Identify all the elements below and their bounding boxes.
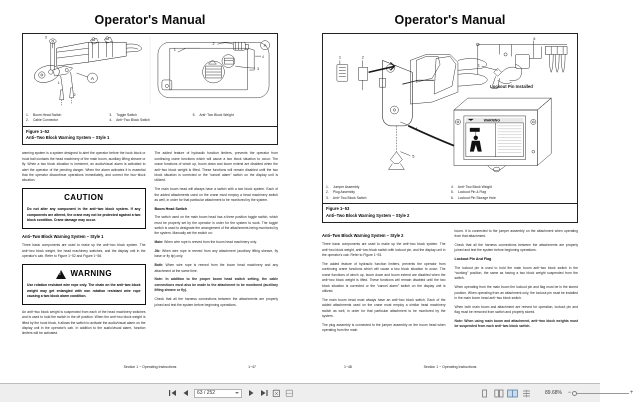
legend-number: 4. (451, 185, 454, 189)
legend-number: 3. (109, 113, 113, 117)
legend-item (326, 196, 449, 201)
term-jib: Jib: (154, 249, 161, 254)
paragraph: When operating from the main boom the lockout pin and flag must be in the stored position. When operating from an attachment only, the lockout pin must be installed in the main boom head anti−two block switch. (454, 285, 578, 301)
paragraph: The added feature of hydraulic function limiters, prevents the operator from continuing crane functions which will cause a two block situation to occur. The crane functions of winch up, boom down and boom extend are disabled when the anti−two block weight is lifted. These functions will remain disabled until the two block situation is corrected or the “cancel alarm” switch on the display unit is utilized. (322, 262, 446, 294)
legend-number: 3. (326, 195, 329, 200)
left-page-column-1 (22, 151, 146, 340)
figure-title: Anti−Two Block Warning System − Style 1 (26, 135, 110, 141)
paragraph: Check that all the harness connections between the attachments are properly joined and test the system before beginning operations. (454, 243, 578, 253)
figure-1-53-caption (323, 203, 577, 222)
previous-page-icon[interactable] (181, 388, 190, 398)
svg-text:A: A (90, 77, 95, 83)
left-page-columns (22, 151, 278, 340)
paragraph: Three basic components are used to make up the anti−two block system. The anti−two block weight, anti−two block switch with lockout pin, and the display unit in the operator's cab. Refer to Figure 1−53. (322, 242, 446, 258)
svg-text:1: 1 (477, 62, 480, 68)
viewer-toolbar (0, 383, 634, 402)
view-and-zoom-group (480, 388, 634, 398)
legend-number: 2. (326, 190, 329, 195)
svg-text:A: A (263, 43, 267, 49)
svg-text:5: 5 (412, 153, 415, 159)
legend-number: 4. (109, 118, 113, 123)
page-number-value: 63 / 252 (197, 390, 216, 396)
legend-label: Plug Assembly (332, 190, 355, 195)
svg-text:3: 3 (44, 35, 47, 40)
legend-label: Cable Connector (32, 118, 59, 123)
next-page-icon[interactable] (246, 388, 255, 398)
legend-item (193, 113, 274, 118)
chevron-down-icon[interactable] (235, 392, 239, 394)
figure-1-52-legend (23, 112, 277, 126)
section-heading-style-2: Anti−Two Block Warning System − Style 2 (322, 232, 404, 238)
legend-label: Boom Head Switch (32, 113, 62, 117)
warning-title: WARNING (70, 268, 112, 278)
legend-label: Jumper Assembly (332, 185, 360, 189)
svg-text:2: 2 (212, 42, 215, 47)
first-page-icon[interactable] (168, 388, 177, 398)
definition-both (155, 263, 279, 274)
figure-1-53-artwork (323, 34, 577, 184)
warning-triangle-icon (56, 270, 66, 279)
paragraph: warning system is a system designed to alert the operator before the hook block or hook ball contacts the head machinery of the main boom, auxiliary lifting sheave or fly. When a two block situation is imminent, an audio/visual alarm is activated to alert the operator of the pending danger. When the alarm activates it is essential that the operator discontinue operations immediately, and correct the two−block situation. (22, 151, 146, 183)
right-page-columns (322, 229, 578, 337)
figure-1-53 (322, 33, 578, 223)
figure-1-52-artwork (23, 34, 277, 112)
svg-text:6: 6 (533, 37, 536, 42)
svg-text:2: 2 (73, 92, 76, 97)
zoom-slider-track[interactable] (577, 393, 629, 394)
footer-section: Section 1 − Operating Instructions (123, 365, 177, 369)
note-paragraph: Note: In addition to the proper boom head switch setting, the cable connections must also be made to the attachment to be monitored (auxiliary lifting sheave or fly). (154, 277, 278, 293)
right-page-column-2 (455, 229, 579, 337)
legend-label: Lockout Pin & Flag (457, 190, 487, 195)
legend-number: 6. (451, 195, 454, 200)
last-page-icon[interactable] (259, 388, 268, 398)
legend-item (451, 196, 574, 201)
legend-number: 1. (26, 113, 29, 117)
section-heading-style-1: Anti−Two Block Warning System − Style 1 (22, 233, 104, 239)
paragraph: The main boom head will always have a switch with a two block system. Each of the added attachments used on the crane must employ a head machinery switch as well, in order for that particular attachment to be monitored by the system. (154, 187, 278, 203)
svg-text:4: 4 (415, 125, 418, 131)
subheading-lockout-pin-and-flag: Lockout Pin And Flag (454, 257, 492, 262)
warning-body: Use rotation resistant wire rope only. The chain on the anti−two block weight may get entangled with non rotation resistant wire rope causing a two block alarm condition. (27, 283, 141, 299)
legend-label: Anti−Two Block Weight (199, 113, 234, 117)
svg-text:WARNING: WARNING (483, 118, 500, 123)
zoom-slider[interactable] (567, 390, 634, 396)
term-jib-text: When wire rope is reeved from any attachment (auxiliary lifting sheave, fly base or fly tip) only. (154, 249, 278, 259)
left-page-column-2 (155, 151, 279, 340)
footer-page-number: 1−47 (248, 365, 256, 369)
paragraph: When both main boom and attachment are reeved for operation, lockout pin and flag must be removed from switch and properly stored. (454, 304, 578, 315)
figure-1-52-caption (23, 126, 277, 145)
single-page-view-icon[interactable] (480, 388, 489, 398)
legend-label: Anti−Two Block Switch (116, 118, 150, 123)
page-navigation-group (168, 388, 294, 398)
footer-page-number: 1−48 (344, 365, 352, 369)
legend-label: Toggle Switch (116, 113, 137, 117)
paragraph: The plug assembly is connected to the jumper assembly on the boom head when operating from the main (322, 322, 446, 333)
paragraph: Three basic components are used to make up the anti−two block system. The anti−two block weight, the head machinery switches, and the display unit in the operator's cab. Refer to Figure 1−52 and Figure 1−58. (22, 243, 146, 259)
figure-number: Figure 1–52 (26, 128, 50, 134)
lockout-pin-inset-label: Lockout Pin Installed (490, 84, 533, 90)
caution-body: Do not alter any component in the anti−two block system. If any components are altered, the crane may not be protected against a two block condition. Crane damage may occur. (27, 207, 141, 223)
fit-width-icon[interactable] (285, 388, 294, 398)
paragraph: The switch used on the main boom head has a three position toggle switch, which must be properly set by the operator in order for the system to work. The toggle switch is used to designate the arrangement of the attachments being monitored by the system. Manually set the switch on: (154, 215, 278, 236)
continuous-scroll-icon[interactable] (508, 388, 517, 398)
figure-number: Figure 1−53 (326, 206, 350, 212)
document-page-right[interactable] (300, 0, 600, 383)
page-title-left: Operator's Manual (94, 13, 206, 27)
term-main-text: When wire rope is reeved from the boom head machinery only. (163, 240, 258, 245)
warning-title-row (27, 268, 141, 281)
zoom-in-icon[interactable]: + (629, 390, 634, 396)
figure-1-53-legend (323, 184, 577, 203)
definition-main (155, 240, 279, 245)
paragraph: The main boom head must always have an anti−two block switch. Each of the added attachments used on the crane must employ a similar head machinery switch as well, in order for that particular attachment to be monitored by the system. (322, 297, 446, 319)
warning-box (22, 264, 146, 305)
two-page-view-icon[interactable] (494, 388, 503, 398)
zoom-level-label: 89.68% (545, 390, 562, 396)
figure-1-52 (22, 33, 278, 145)
note-paragraph: Note: When using main boom and attachment, anti−two block weights must be suspended from each anti−two block switch. (454, 319, 578, 329)
legend-label: Anti−Two Block Weight (457, 185, 492, 189)
legend-label: Anti−Two Block Switch (332, 195, 367, 200)
page-title-right: Operator's Manual (394, 13, 506, 27)
term-main: Main: (154, 240, 164, 245)
svg-text:1: 1 (57, 80, 60, 85)
document-page-left[interactable] (0, 0, 300, 383)
definition-jib (155, 249, 279, 260)
right-page-column-1 (322, 229, 446, 337)
paragraph: The added feature of hydraulic function limiters, prevents the operator from continuing crane functions which will cause a two block situation to occur. The crane functions of winch up, boom down and boom extend are disabled when the anti−two block weight is lifted. These functions will remain disabled until the two block situation is corrected or the “cancel alarm” switch on the display unit is utilized. (154, 151, 278, 183)
figure-title: Anti−Two Block Warning System − Style 2 (326, 212, 410, 218)
footer-section: Section 1 − Operating Instructions (423, 365, 477, 369)
svg-text:1: 1 (173, 48, 176, 53)
page-layout-icon[interactable] (522, 388, 531, 398)
term-both-text: When wire rope is reeved from the boom head machinery and any attachment at the same time. (154, 263, 278, 273)
paragraph: boom. It is connected to the jumper assembly on the attachment when operating from that attachment. (454, 228, 578, 239)
page-number-input[interactable] (194, 389, 242, 398)
legend-label: Lockout Pin Storage Hole (457, 195, 496, 200)
legend-number: 2. (26, 118, 29, 123)
caution-box (22, 188, 146, 229)
legend-item (26, 118, 107, 123)
svg-text:4: 4 (262, 55, 264, 60)
svg-text:1: 1 (338, 54, 342, 60)
paragraph: Check that all the harness connections between the attachments are properly joined and test the system before beginning operations. (154, 297, 278, 307)
paragraph: An anti−two block weight is suspended from each of the head machinery switches and is used to hold the switch in the off position. When the anti−two block weight is lifted by the hook block, it allows the switch to activate the audio/visual alarm on the display unit in the operator's cab. In addition to the audio/visual alarm, function limiters will be activated. (22, 309, 146, 336)
legend-item (109, 118, 190, 123)
caution-title: CAUTION (64, 192, 104, 202)
term-both: Both: (154, 263, 164, 268)
paragraph: The lockout pin is used to hold the main boom anti−two block switch in the “working” position, the same as having a two block weight suspended from the switch. (454, 265, 578, 281)
subheading-boom-head-switch: Boom Head Switch (154, 206, 188, 211)
legend-number: 1. (326, 185, 329, 189)
svg-text:3: 3 (257, 67, 260, 72)
svg-text:2: 2 (361, 54, 364, 60)
fit-page-icon[interactable] (272, 388, 281, 398)
zoom-out-icon[interactable]: − (567, 390, 572, 396)
legend-number: 5. (451, 190, 454, 195)
legend-number: 5. (192, 113, 196, 117)
